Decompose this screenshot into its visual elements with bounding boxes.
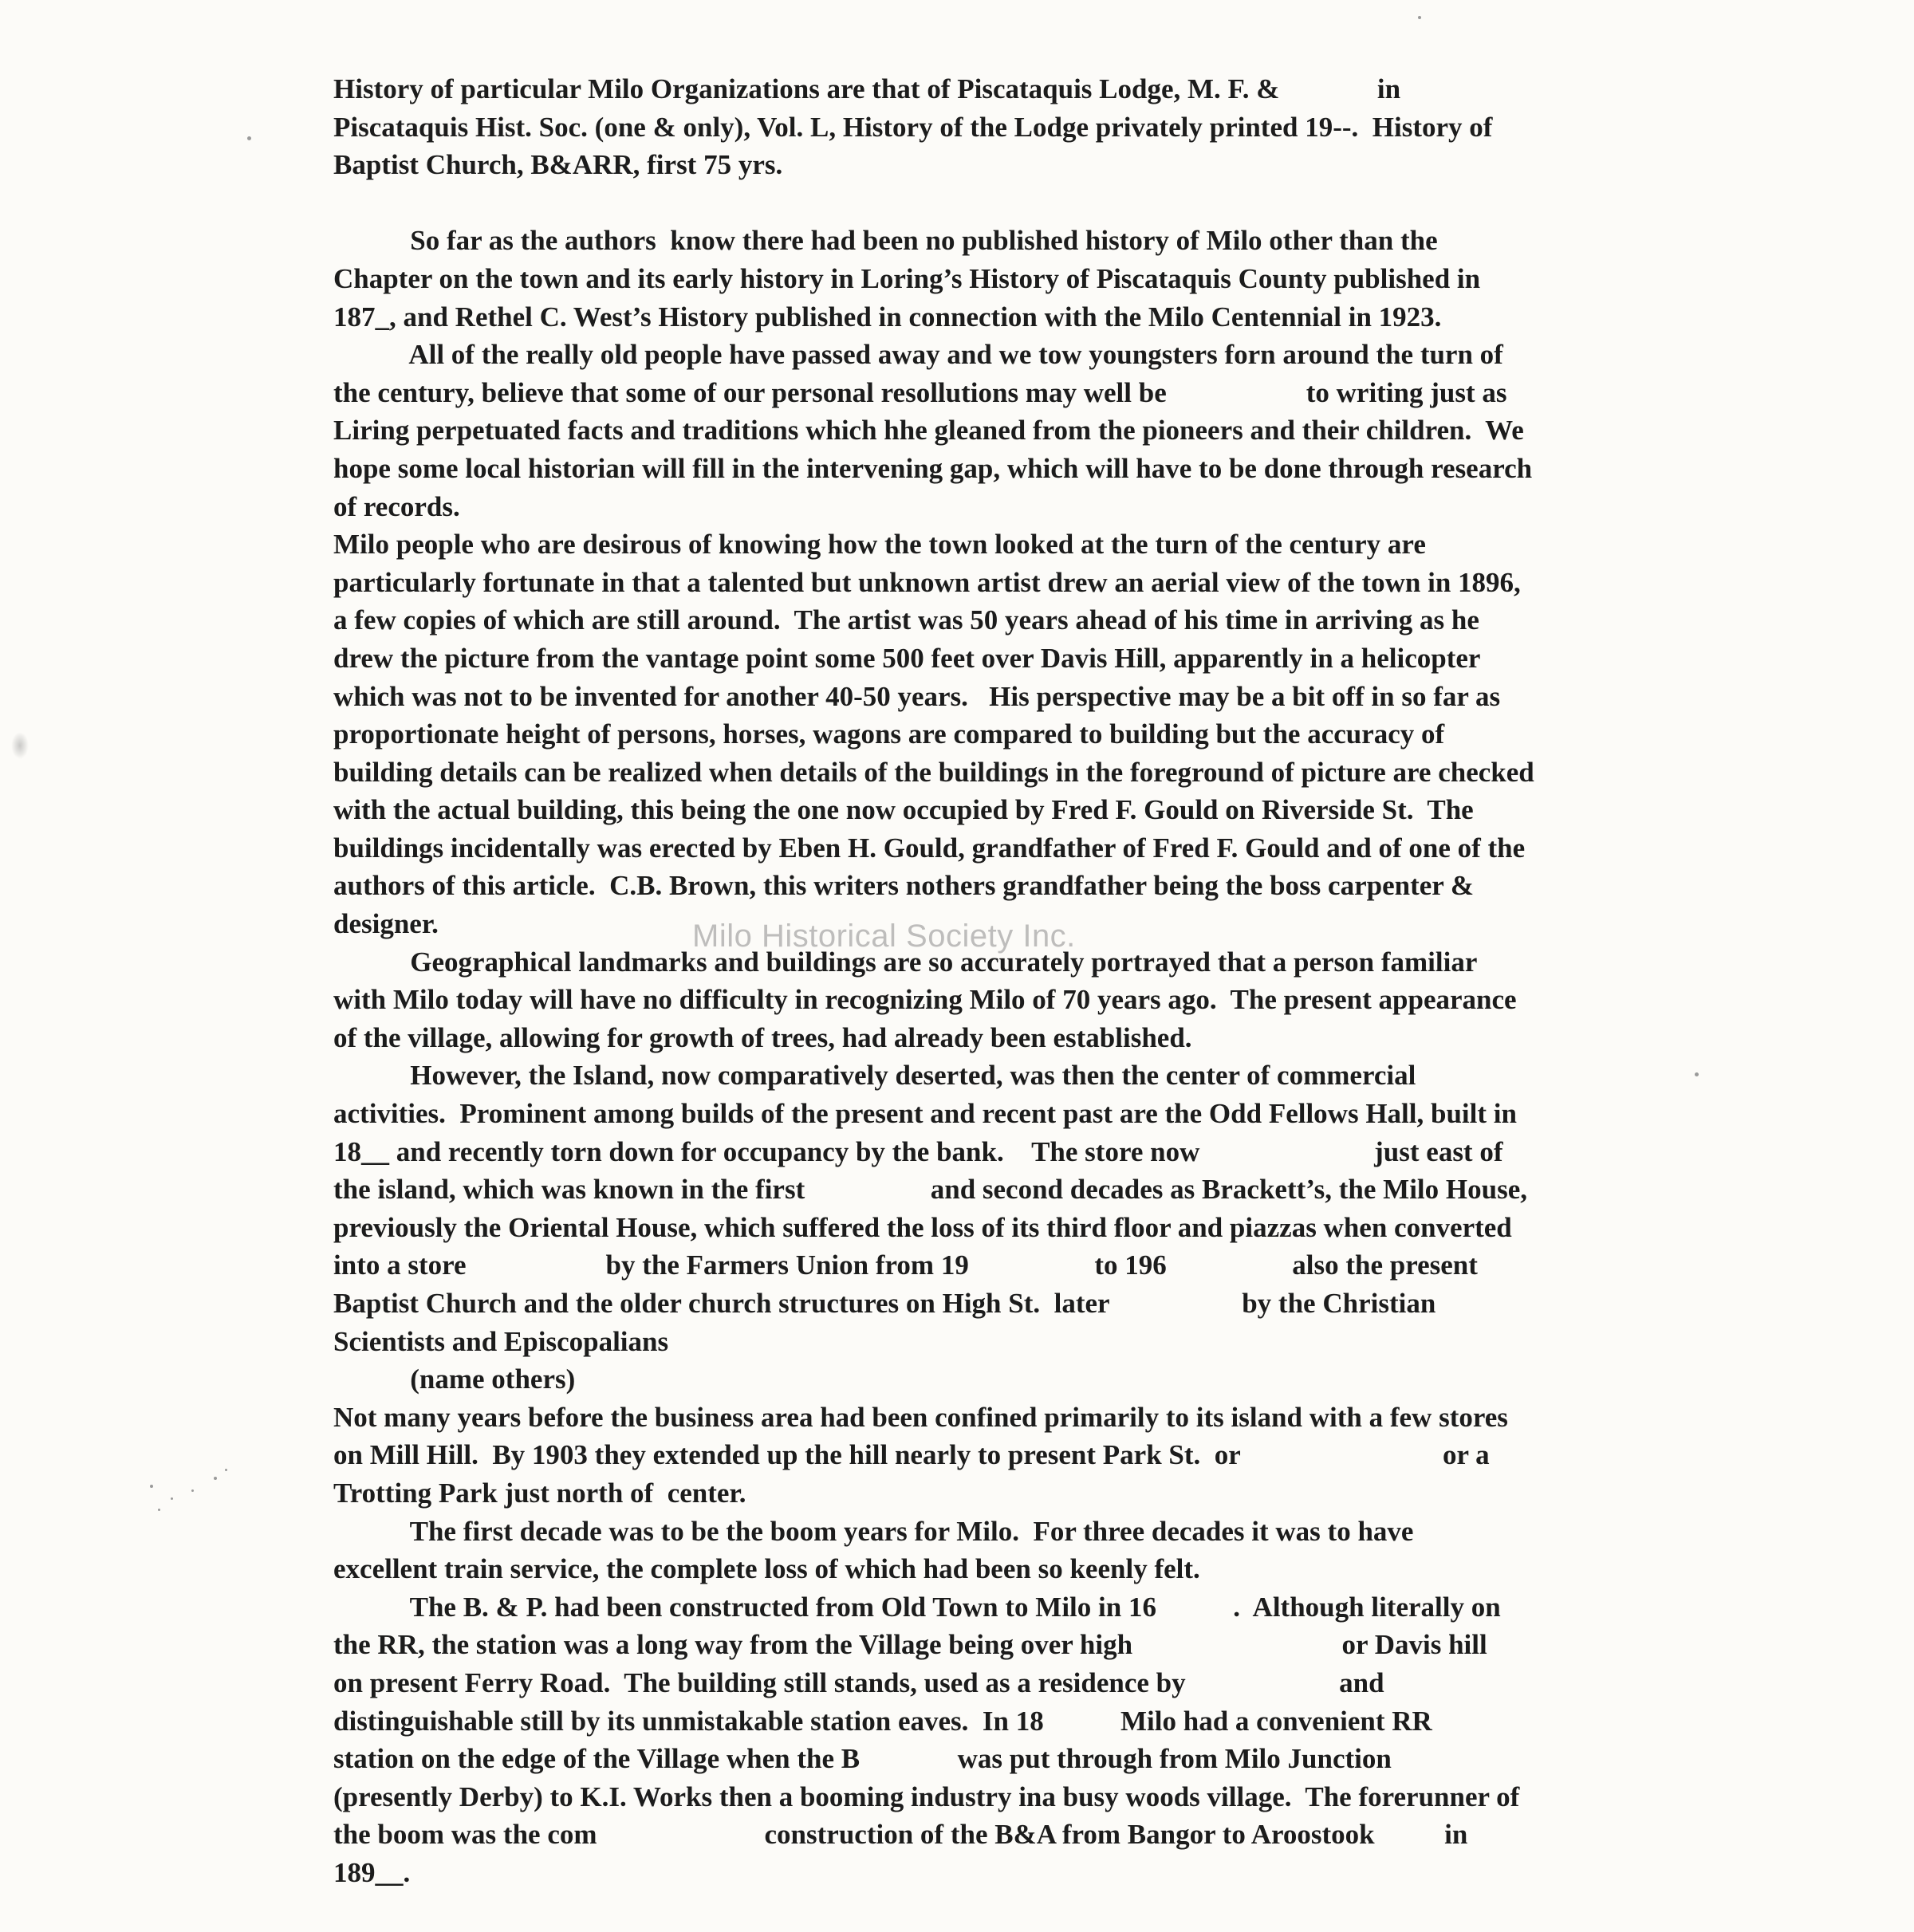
text-line: The B. & P. had been constructed from Old Town to Milo in 16 . Although literally on bbox=[333, 1591, 1501, 1623]
text-line: 189__. bbox=[333, 1856, 411, 1888]
text-line: with Milo today will have no difficulty in recognizing Milo of 70 years ago. The present appearance bbox=[333, 984, 1517, 1016]
speck bbox=[171, 1497, 173, 1500]
text-line: Trotting Park just north of center. bbox=[333, 1477, 746, 1509]
text-line: So far as the authors know there had been no published history of Milo other than the bbox=[333, 225, 1438, 257]
text-line: the boom was the com construction of the B&A from Bangor to Aroostook in bbox=[333, 1819, 1468, 1851]
text-line: 187_, and Rethel C. West’s History published in connection with the Milo Centennial in 1923. bbox=[333, 301, 1442, 332]
text-line: the RR, the station was a long way from the Village being over high or Davis hill bbox=[333, 1629, 1487, 1661]
text-line: which was not to be invented for another 40-50 years. His perspective may be a bit off in so far as bbox=[333, 680, 1501, 712]
text-line: of the village, allowing for growth of trees, had already been established. bbox=[333, 1021, 1192, 1053]
text-line: into a store by the Farmers Union from 19 to 196 also the present bbox=[333, 1249, 1478, 1281]
text-line: the island, which was known in the first and second decades as Brackett’s, the Milo House, bbox=[333, 1174, 1527, 1206]
text-line: particularly fortunate in that a talented but unknown artist drew an aerial view of the town in 1896, bbox=[333, 566, 1521, 598]
text-line: with the actual building, this being the one now occupied by Fred F. Gould on Riverside St. The bbox=[333, 794, 1474, 826]
text-line: Baptist Church, B&ARR, first 75 yrs. bbox=[333, 149, 783, 181]
edge-smudge bbox=[11, 732, 29, 759]
text-line: 18__ and recently torn down for occupancy by the bank. The store now just east of bbox=[333, 1135, 1503, 1167]
blank-line bbox=[333, 184, 1737, 222]
speck bbox=[247, 136, 251, 140]
text-line: distinguishable still by its unmistakable station eaves. In 18 Milo had a convenient RR bbox=[333, 1705, 1432, 1737]
text-line: station on the edge of the Village when the B was put through from Milo Junction bbox=[333, 1743, 1392, 1775]
text-line: Piscataquis Hist. Soc. (one & only), Vol. L, History of the Lodge privately printed 19--. History of bbox=[333, 111, 1493, 143]
text-line: building details can be realized when details of the buildings in the foreground of picture are checked bbox=[333, 756, 1534, 788]
text-line: (name others) bbox=[333, 1363, 576, 1395]
text-line: of records. bbox=[333, 490, 460, 522]
text-line: All of the really old people have passed away and we tow youngsters forn around the turn of bbox=[333, 339, 1503, 371]
text-line: (presently Derby) to K.I. Works then a booming industry ina busy woods village. The forerunner of bbox=[333, 1781, 1520, 1812]
text-line: The first decade was to be the boom years for Milo. For three decades it was to have bbox=[333, 1515, 1414, 1547]
speck bbox=[191, 1489, 194, 1492]
text-line: previously the Oriental House, which suffered the loss of its third floor and piazzas when converted bbox=[333, 1211, 1512, 1243]
text-line: History of particular Milo Organizations are that of Piscataquis Lodge, M. F. & in bbox=[333, 73, 1401, 104]
speck bbox=[225, 1469, 227, 1471]
text-line: authors of this article. C.B. Brown, this writers nothers grandfather being the boss carpenter & bbox=[333, 870, 1475, 902]
text-line: drew the picture from the vantage point some 500 feet over Davis Hill, apparently in a helicopter bbox=[333, 642, 1481, 674]
text-line: Geographical landmarks and buildings are so accurately portrayed that a person familiar bbox=[333, 946, 1478, 978]
text-line: Chapter on the town and its early history in Loring’s History of Piscataquis County published in bbox=[333, 262, 1481, 294]
speck bbox=[158, 1509, 160, 1511]
speck bbox=[214, 1477, 217, 1480]
text-line: Scientists and Episcopalians bbox=[333, 1325, 669, 1357]
text-line: Not many years before the business area had been confined primarily to its island with a few stores bbox=[333, 1401, 1508, 1433]
text-line: designer. bbox=[333, 908, 439, 940]
text-line: the century, believe that some of our personal resollutions may well be to writing just as bbox=[333, 376, 1507, 408]
document-body bbox=[333, 70, 1737, 1892]
text-line: excellent train service, the complete loss of which had been so keenly felt. bbox=[333, 1553, 1200, 1585]
speck bbox=[1418, 16, 1421, 19]
text-line: a few copies of which are still around. The artist was 50 years ahead of his time in arriving as he bbox=[333, 604, 1479, 636]
watermark: Milo Historical Society Inc. bbox=[692, 919, 1076, 954]
text-line: proportionate height of persons, horses, wagons are compared to building but the accuracy of bbox=[333, 718, 1445, 750]
text-line: Baptist Church and the older church structures on High St. later by the Christian bbox=[333, 1288, 1436, 1319]
text-line: buildings incidentally was erected by Eben H. Gould, grandfather of Fred F. Gould and of one of the bbox=[333, 832, 1526, 864]
text-line: However, the Island, now comparatively deserted, was then the center of commercial bbox=[333, 1060, 1416, 1092]
speck bbox=[150, 1485, 153, 1488]
text-line: Liring perpetuated facts and traditions which hhe gleaned from the pioneers and their children. We bbox=[333, 415, 1524, 447]
text-line: Milo people who are desirous of knowing how the town looked at the turn of the century are bbox=[333, 529, 1426, 561]
text-line: on present Ferry Road. The building still stands, used as a residence by and bbox=[333, 1666, 1384, 1698]
text-line: activities. Prominent among builds of the present and recent past are the Odd Fellows Hall, built in bbox=[333, 1098, 1517, 1130]
text-line: hope some local historian will fill in the intervening gap, which will have to be done through research bbox=[333, 452, 1533, 484]
text-line: on Mill Hill. By 1903 they extended up the hill nearly to present Park St. or or a bbox=[333, 1439, 1490, 1471]
